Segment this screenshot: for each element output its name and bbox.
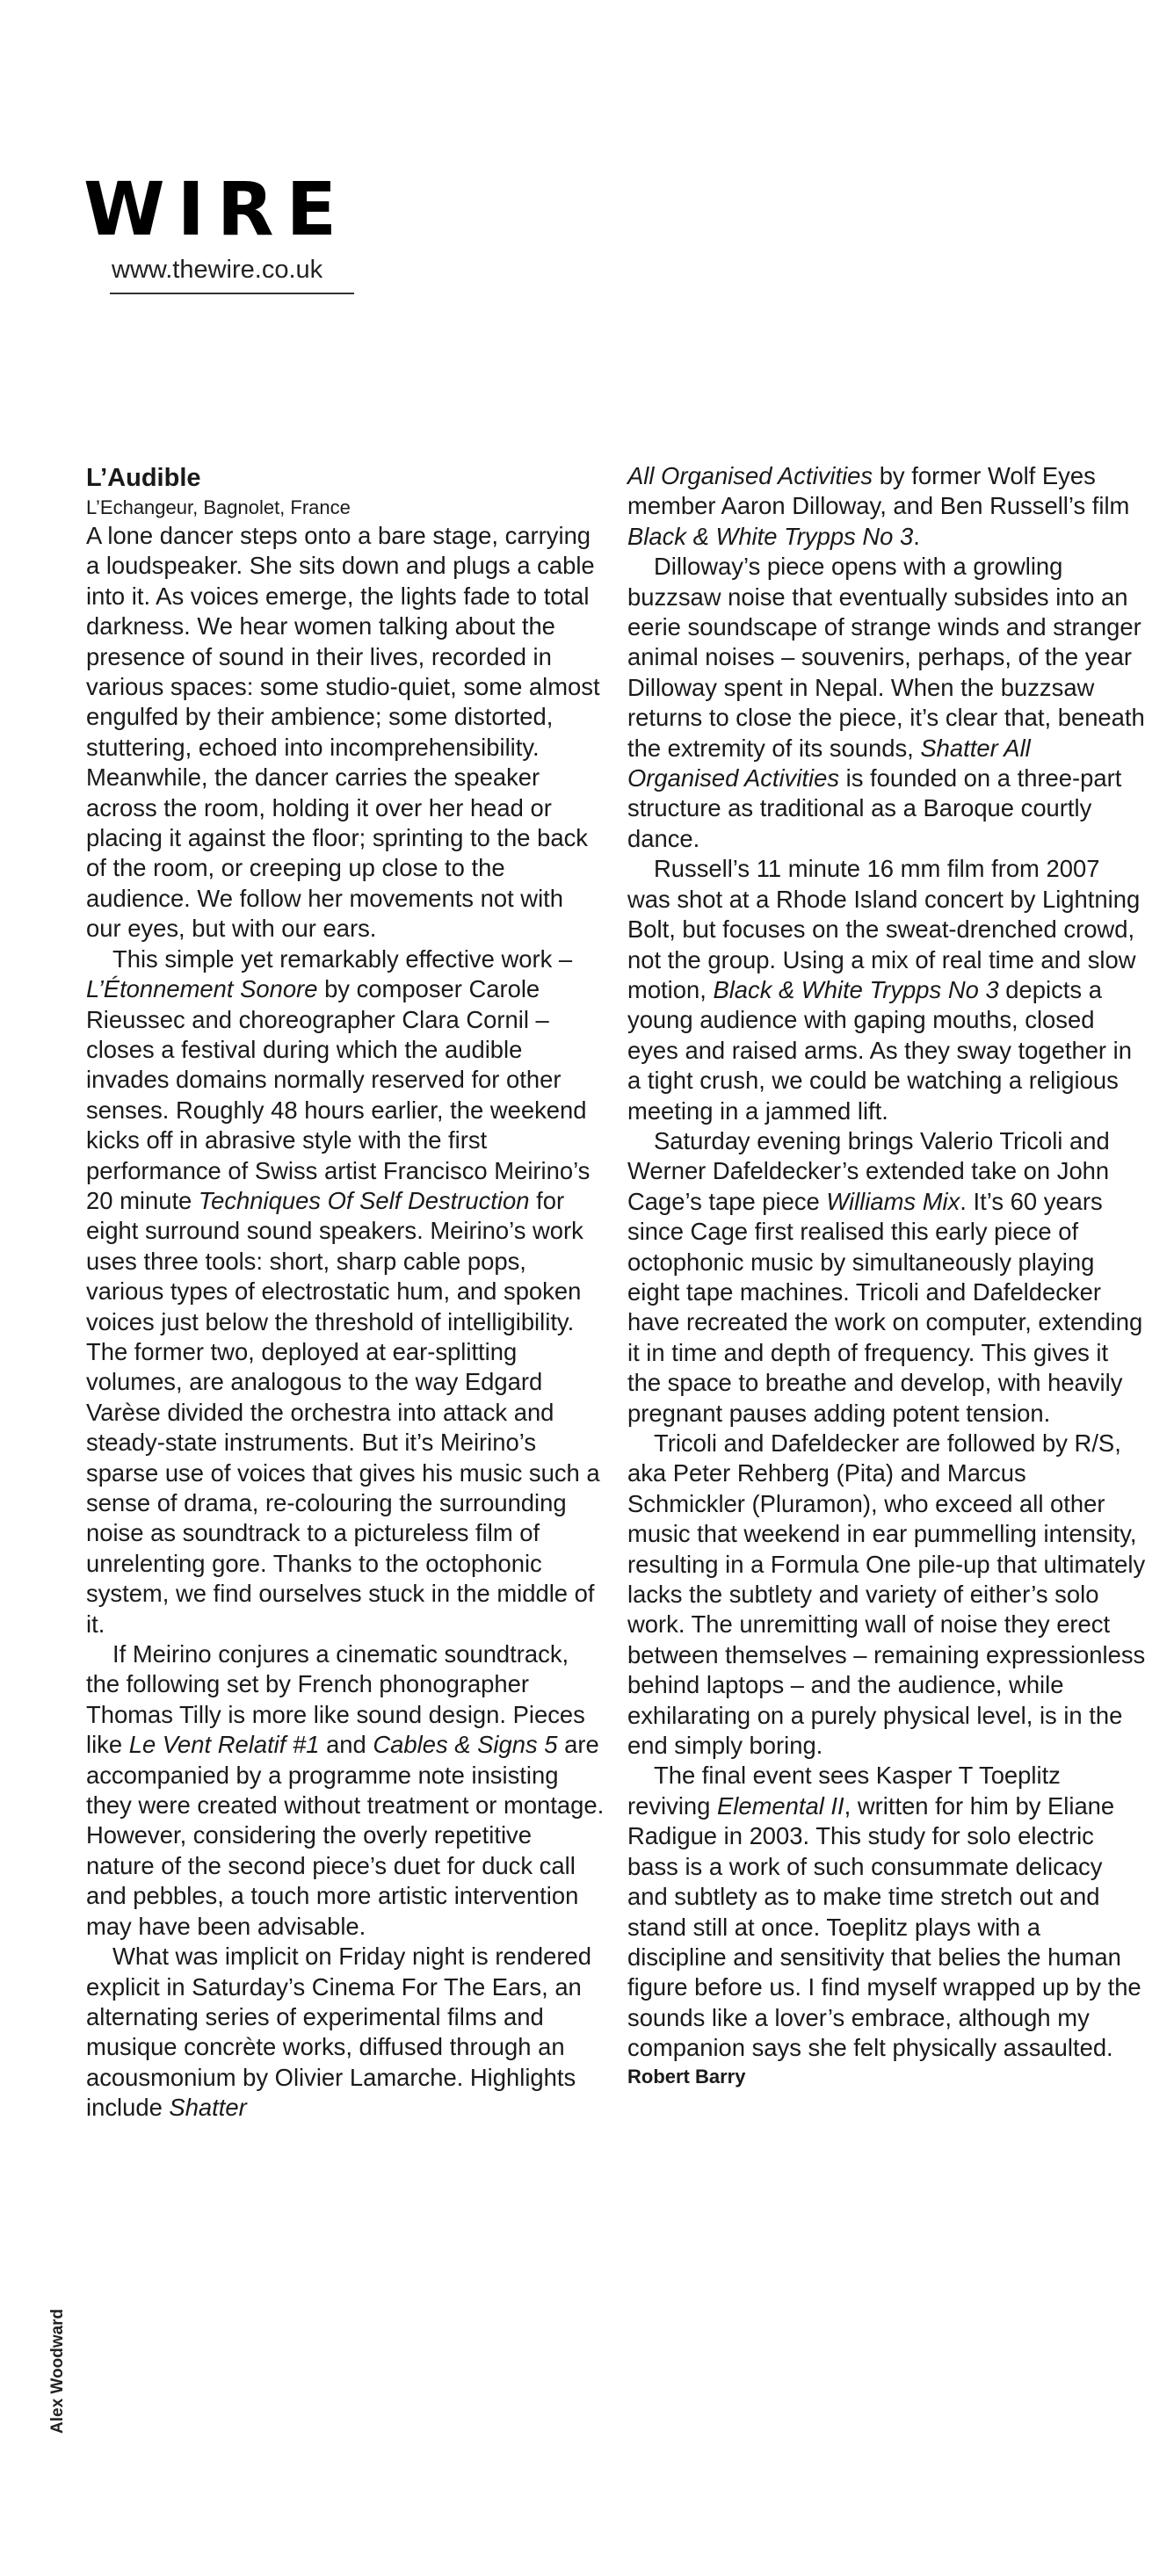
italic-title: Black & White Trypps No 3	[713, 975, 999, 1003]
text-run: .	[913, 522, 920, 550]
text-run: The final event sees Kasper T Toeplitz reviving	[627, 1762, 1061, 1820]
article-paragraph	[86, 521, 605, 944]
review-title: L’Audible	[86, 464, 201, 492]
italic-title: Shatter	[169, 2094, 247, 2122]
text-run: and	[319, 1731, 373, 1759]
italic-title: Williams Mix	[826, 1187, 960, 1215]
article-paragraph	[86, 1942, 605, 2123]
url-underline	[110, 293, 354, 294]
right-paragraphs	[627, 461, 1146, 2064]
left-paragraphs	[86, 521, 605, 2124]
article-column-right	[627, 461, 1146, 2090]
italic-title: All Organised Activities	[627, 462, 873, 489]
italic-title: Techniques Of Self Destruction	[198, 1186, 530, 1214]
text-run: by former Wolf Eyes member Aaron Dilloway, and Ben Russell’s film	[627, 462, 1130, 520]
photo-credit: Alex Woodward	[48, 2308, 67, 2434]
article-paragraph	[627, 552, 1146, 854]
article-paragraph	[86, 1639, 605, 1942]
venue-line: L’Echangeur, Bagnolet, France	[86, 496, 351, 518]
text-run: , written for him by Eliane Radigue in 2003. This study for solo electric bass is a work of such consummate delicacy and subtlety as to make time stretch out and stand still at once. Toeplitz plays with a discipline and sensitivity that belies the human figure before us. I find myself wrapped up by the sounds like a lover’s embrace, although my companion says she felt physically assaulted.	[627, 1791, 1141, 2062]
text-run: for eight surround sound speakers. Meirino’s work uses three tools: short, sharp cable pops, various types of electrostatic hum, and spoken voices just below the threshold of intelligibility. The former two, deployed at ear-splitting volumes, are analogous to the way Edgard Varèse divided the orchestra into attack and steady-state instruments. But it’s Meirino’s sparse use of voices that gives his music such a sense of drama, re-colouring the surrounding noise as soundtrack to a pictureless film of unrelenting gore. Thanks to the octophonic system, we find ourselves stuck in the middle of it.	[86, 1186, 600, 1638]
text-run: A lone dancer steps onto a bare stage, carrying a loudspeaker. She sits down and plugs a cable into it. As voices emerge, the lights fade to total darkness. We hear women talking about the presence of sound in their lives, recorded in various spaces: some studio-quiet, some almost engulfed by their ambience; some distorted, stuttering, echoed into incomprehensibility. Meanwhile, the dancer carries the speaker across the room, holding it over her head or placing it against the floor; sprinting to the back of the room, or creeping up close to the audience. We follow her movements not with our eyes, but with our ears.	[86, 522, 600, 943]
text-run: by composer Carole Rieussec and choreographer Clara Cornil – closes a festival during which the audible invades domains normally reserved for other senses. Roughly 48 hours earlier, the weekend kicks off in abrasive style with the first performance of Swiss artist Francisco Meirino’s 20 minute	[86, 975, 591, 1214]
article-paragraph	[627, 461, 1146, 552]
text-run: depicts a young audience with gaping mouths, closed eyes and raised arms. As they sway together in a tight crush, we could be watching a religious meeting in a jammed lift.	[627, 975, 1132, 1125]
text-run: is founded on a three-part structure as traditional as a Baroque courtly dance.	[627, 764, 1122, 852]
site-url-link[interactable]: www.thewire.co.uk	[112, 256, 323, 284]
text-run: This simple yet remarkably effective work –	[112, 944, 573, 973]
italic-title: Shatter All Organised Activities	[627, 734, 1031, 792]
text-run: . It’s 60 years since Cage first realised this early piece of octophonic music by simultaneously playing eight tape machines. Tricoli and Dafeldecker have recreated the work on computer, extending it in time and depth of frequency. This gives it the space to breathe and develop, with heavily pregnant pauses adding potent tension.	[627, 1187, 1143, 1427]
italic-title: L’Étonnement Sonore	[86, 975, 318, 1003]
article-paragraph	[627, 1761, 1146, 2063]
wire-logo: WIRE	[83, 166, 349, 252]
italic-title: Black & White Trypps No 3	[627, 522, 914, 550]
italic-title: Le Vent Relatif #1	[128, 1731, 320, 1759]
article-paragraph	[627, 1429, 1146, 1761]
author-byline: Robert Barry	[627, 2065, 746, 2088]
text-run: Saturday evening brings Valerio Tricoli and Werner Dafeldecker’s extended take on John Cage’s tape piece	[627, 1126, 1110, 1215]
article-column-left	[86, 461, 605, 2124]
article-paragraph	[86, 944, 605, 1639]
text-run: are accompanied by a programme note insisting they were created without treatment or montage. However, considering the overly repetitive nature of the second piece’s duet for duck call and pebbles, a touch more artistic intervention may have been advisable.	[86, 1731, 605, 1940]
article-paragraph	[627, 854, 1146, 1126]
article-paragraph	[627, 1126, 1146, 1429]
text-run: If Meirino conjures a cinematic soundtrack, the following set by French phonographer Thomas Tilly is more like sound design. Pieces like	[86, 1640, 585, 1759]
text-run: Tricoli and Dafeldecker are followed by R/S, aka Peter Rehberg (Pita) and Marcus Schmickler (Pluramon), who exceed all other music that weekend in ear pummelling intensity, resulting in a Formula One pile-up that ultimately lacks the subtlety and variety of either’s solo work. The unremitting wall of noise they erect between themselves – remaining expressionless behind laptops – and the audience, while exhilarating on a purely physical level, is in the end simply boring.	[627, 1429, 1146, 1760]
italic-title: Cables & Signs 5	[373, 1731, 558, 1759]
text-run: Russell’s 11 minute 16 mm film from 2007 was shot at a Rhode Island concert by Lightning Bolt, but focuses on the sweat-drenched crowd, not the group. Using a mix of real time and slow motion,	[627, 855, 1141, 1003]
italic-title: Elemental II	[717, 1791, 844, 1820]
text-run: What was implicit on Friday night is rendered explicit in Saturday’s Cinema For The Ears, an alternating series of experimental films and musique concrète works, diffused through an acousmonium by Olivier Lamarche. Highlights include	[86, 1943, 591, 2122]
text-run: Dilloway’s piece opens with a growling buzzsaw noise that eventually subsides into an eerie soundscape of strange winds and stranger animal noises – souvenirs, perhaps, of the year Dilloway spent in Nepal. When the buzzsaw returns to close the piece, it’s clear that, beneath the extremity of its sounds,	[627, 553, 1145, 762]
